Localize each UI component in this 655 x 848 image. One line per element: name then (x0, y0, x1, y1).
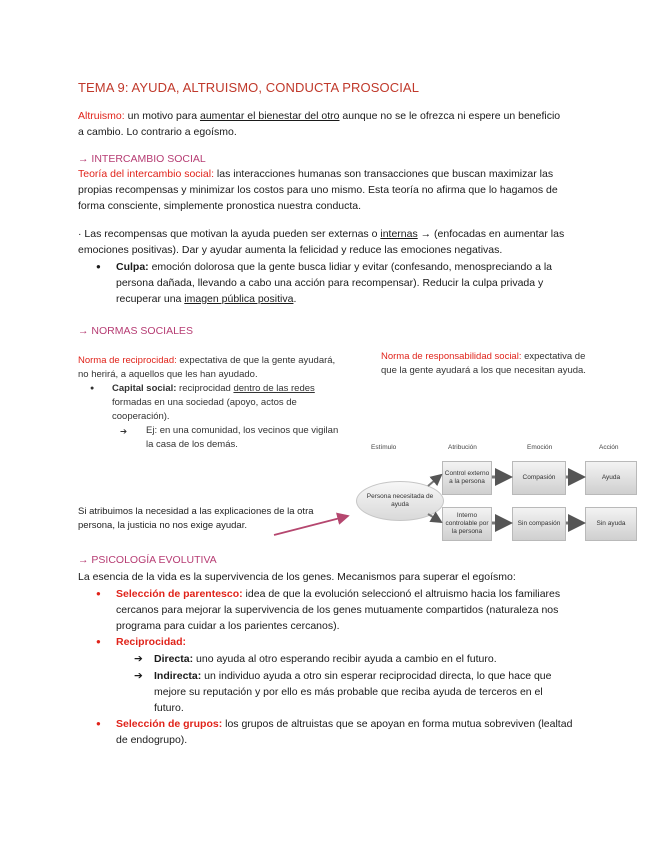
intercambio-line3: forma consciente, simplemente pronostica nuestra conducta. (78, 200, 362, 212)
indirecta-term: Indirecta: (154, 670, 202, 682)
parentesco-term: Selección de parentesco: (116, 588, 243, 600)
capital-underlined: dentro de las redes (233, 383, 315, 394)
attribution-external-label: Control externo a la persona (444, 470, 490, 485)
responsabilidad-term: Norma de responsabilidad social: (381, 351, 522, 362)
atribucion-line1: Si atribuimos la necesidad a las explicaciones de la otra (78, 506, 314, 517)
grupos-line1: los grupos de altruistas que se apoyan en forma mutua sobreviven (lealtad (222, 718, 573, 730)
responsabilidad-line2: que la gente ayudará a los que necesitan ayuda. (381, 365, 586, 376)
action-sin-ayuda-label: Sin ayuda (596, 520, 626, 527)
indirecta-line1: un individuo ayuda a otro sin esperar reciprocidad directa, lo que hace que (201, 670, 552, 682)
emotion-compasion-label: Compasión (522, 474, 556, 481)
diagram-header-emocion: Emoción (527, 444, 553, 451)
intercambio-line2: propias recompensas y minimizar los costos para uno mismo. Esta teoría no afirma que lo hagamos de (78, 184, 558, 196)
internas-underlined: internas (380, 228, 418, 240)
altruismo-text-b: aunque no se le ofrezca ni espere un beneficio (339, 110, 561, 122)
arrow-stimulus-external (428, 475, 441, 486)
ejemplo-line2: la casa de los demás. (146, 439, 238, 450)
grupos-term: Selección de grupos: (116, 718, 223, 730)
emotion-sin-compasion-label: Sin compasión (517, 520, 561, 527)
capital-text: reciprocidad (176, 383, 234, 394)
parentesco-item (96, 586, 596, 634)
directa-arrow: ➔ (134, 653, 143, 665)
ejemplo-line1: Ej: en una comunidad, los vecinos que vigilan (146, 425, 339, 436)
reciprocidad-text: expectativa de que la gente ayudará, (176, 355, 336, 366)
ejemplo-arrow: ➔ (120, 426, 128, 436)
parentesco-bullet: ● (96, 589, 101, 598)
reciprocidad-evol-term: Reciprocidad: (116, 636, 187, 648)
atribucion-line2: persona, la justicia no nos exige ayudar. (78, 520, 247, 531)
indirecta-item (134, 668, 574, 716)
capital-bullet: ● (90, 385, 95, 392)
culpa-line2: persona dañada, llevando a cabo una acción para recompensar). Reducir la culpa privada y (116, 277, 544, 289)
atribucion-note (78, 505, 358, 533)
altruismo-underlined: aumentar el bienestar del otro (199, 110, 340, 122)
parentesco-line2: cercanos para mejorar la supervivencia de los genes mutuamente compartidos (naturaleza nos (116, 604, 559, 616)
grupos-item (96, 716, 596, 748)
intercambio-term: Teoría del intercambio social: (78, 168, 214, 180)
directa-term: Directa: (154, 653, 194, 665)
reciprocidad-line2: no herirá, a aquellos que les han ayudado. (78, 369, 258, 380)
culpa-line3: recuperar una (116, 293, 185, 305)
diagram-stimulus-label: Persona necesitada de ayuda (366, 493, 434, 508)
parentesco-line3: programa para cuidar a los parientes cercanos). (116, 620, 340, 632)
culpa-line3-end: . (293, 293, 297, 305)
arrow-stimulus-internal (428, 514, 441, 522)
culpa-line1: emoción dolorosa que la gente busca lidiar y evitar (confesando, menospreciando a la (148, 261, 552, 273)
reciprocidad-item (96, 634, 596, 650)
directa-item (134, 651, 574, 667)
diagram-header-estimulo: Estímulo (371, 444, 397, 451)
parentesco-line1: idea de que la evolución seleccionó el altruismo hacia los familiares (242, 588, 561, 600)
normas-heading: → NORMAS SOCIALES (78, 325, 193, 337)
indirecta-line3: futuro. (154, 702, 184, 714)
altruismo-text: un motivo para (124, 110, 200, 122)
directa-text: uno ayuda al otro esperando recibir ayuda a cambio en el futuro. (193, 653, 497, 665)
psicologia-intro: La esencia de la vida es la supervivencia de los genes. Mecanismos para superar el egoísmo: (78, 571, 516, 583)
capital-term: Capital social: (112, 383, 177, 394)
diagram-header-atribucion: Atribución (448, 444, 477, 451)
culpa-term: Culpa: (116, 261, 149, 273)
capital-line2: formadas en una sociedad (apoyo, actos de (112, 397, 297, 408)
attribution-internal-label: Interno controlable por la persona (445, 512, 489, 535)
indirecta-arrow: ➔ (134, 670, 143, 682)
page-title: TEMA 9: AYUDA, ALTRUISMO, CONDUCTA PROSOCIAL (78, 80, 420, 95)
responsabilidad-text: expectativa de (521, 351, 586, 362)
intercambio-heading: → INTERCAMBIO SOCIAL (78, 153, 206, 165)
recompensas-text-b: → (enfocadas en aumentar las (417, 228, 565, 240)
reciprocidad-bullet: ● (96, 637, 101, 646)
recompensas-line2: emociones positivas). Dar y ayudar aumenta la felicidad y reduce las emociones negativas. (78, 244, 503, 256)
psicologia-heading: → PSICOLOGÍA EVOLUTIVA (78, 554, 217, 566)
altruismo-term: Altruismo: (78, 110, 125, 122)
indirecta-line2: mejore su reputación y por ello es más probable que reciba ayuda de terceros en el (154, 686, 543, 698)
diagram-header-accion: Acción (599, 444, 619, 451)
capital-line3: cooperación). (112, 411, 170, 422)
action-ayuda-label: Ayuda (601, 474, 621, 481)
reciprocidad-term: Norma de reciprocidad: (78, 355, 177, 366)
grupos-bullet: ● (96, 719, 101, 728)
recompensas-text: · Las recompensas que motivan la ayuda pueden ser externas o (78, 228, 381, 240)
altruismo-line2: a cambio. Lo contrario a egoísmo. (78, 126, 237, 138)
intercambio-line1: las interacciones humanas son transacciones que buscan maximizar las (213, 168, 554, 180)
grupos-line2: de endogrupo). (116, 734, 188, 746)
culpa-bullet: ● (96, 262, 101, 271)
imagen-publica-underlined: imagen pública positiva (184, 293, 294, 305)
